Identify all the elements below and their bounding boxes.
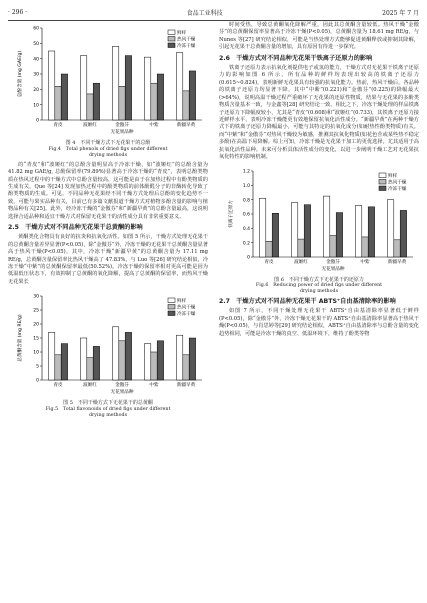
right-paragraph-1: 时间受热，导致总黄酮氧化降解严重，因此其总黄酮含量较低。热风干燥“金傲芬”的总黄酮保留率显著高于冷冻干燥(P<0.05)，总黄酮含量为 18.61 mg RE/g，与 Nunes 等[27] 研究结论相似，可能是当热处理方式能够促进黄酮释放或抑制其降解，引起无花果干总黄酮含量的增加，具有原因有待进一步探究。 <box>219 22 419 51</box>
y-tick-label: 30 <box>33 72 39 78</box>
section-2-7-heading: 2.7 干燥方式对不同品种无花果干 ABTS⁺自由基清除率的影响 <box>219 298 396 306</box>
y-tick-label: 40 <box>33 57 39 63</box>
bar-鲜样 <box>355 205 361 257</box>
legend-swatch <box>168 305 175 310</box>
bar-热风干燥 <box>362 237 368 257</box>
y-tick-label: 5 <box>36 364 39 370</box>
bar-冷冻干燥 <box>272 213 278 257</box>
bar-冷冻干燥 <box>61 74 67 120</box>
bar-鲜样 <box>48 51 54 120</box>
y-tick-label: 20 <box>33 87 39 93</box>
x-category-label: 新疆早黄 <box>176 383 196 389</box>
bar-冷冻干燥 <box>157 74 163 120</box>
legend-swatch <box>379 186 386 191</box>
y-tick-label: 1.2 <box>242 169 250 175</box>
right-paragraph-3: 如图 7 所示，不同干燥处理无花果干 ABTS⁺自由基清除率显著低于鲜样(P<0.05)，除“金傲芬”外，冷冻干燥无花果干的 ABTS⁺自由基清除率显著高于热风干燥(P<0.05)，与肖思婷等[29] 研究结论相似，ABTS⁺自由基清除率与总酚含量的变化趋势相同，可能是冷冻干燥的真空、低温环境下，维持了酚类等物 <box>219 308 419 337</box>
bar-冷冻干燥 <box>304 204 310 256</box>
bar-冷冻干燥 <box>189 71 195 120</box>
fig6-caption-cn: 图 6 不同干燥方式下无花果干的还原力 <box>274 276 364 283</box>
y-tick-label: 0 <box>36 118 39 124</box>
fig4-caption-en: Fig.4 Total phenols of dried figs under different drying methods <box>48 146 168 158</box>
fig5-chart <box>8 290 208 400</box>
y-axis-label: 铁离子还原力 <box>229 199 234 228</box>
bar-冷冻干燥 <box>336 212 342 256</box>
bar-鲜样 <box>176 53 182 120</box>
x-category-label: 青皮 <box>53 123 63 128</box>
bar-鲜样 <box>48 333 54 381</box>
y-tick-label: 0 <box>247 255 250 261</box>
left-column <box>8 22 208 419</box>
bar-热风干燥 <box>151 83 157 120</box>
bar-冷冻干燥 <box>189 338 195 380</box>
legend-label: 热风干燥 <box>177 305 196 311</box>
bar-热风干燥 <box>394 240 400 257</box>
legend-swatch <box>168 311 175 316</box>
x-category-label: 青皮 <box>53 383 63 389</box>
y-tick-label: 0.2 <box>242 240 250 246</box>
x-category-label: 金傲芬 <box>115 383 129 389</box>
bar-冷冻干燥 <box>368 207 374 257</box>
y-tick-label: 25 <box>33 308 39 314</box>
y-tick-label: 30 <box>33 294 39 300</box>
legend-swatch <box>168 37 175 42</box>
x-axis-label: 无花果品种 <box>110 130 134 135</box>
bar-热风干燥 <box>55 355 61 380</box>
bar-鲜样 <box>112 327 118 380</box>
bar-鲜样 <box>323 196 329 257</box>
bar-热风干燥 <box>183 355 189 380</box>
bar-鲜样 <box>144 344 150 380</box>
right-paragraph-2: 铁离子还原力表示抗氧化剂提供电子或氢的能力，干燥方式对无花果干铁离子还原力的影响如图 6 所示。所有品种的鲜样均表现出较高的铁离子还原力(0.615~0.824)，表明新鲜无花果具有较强的抗氧化能力。热前，热风干燥后，各品种的铁离子还原力均显著下降，其中“中紫”(0.221)和“金傲芬”(0.225)的降幅最大(>64%)，说明高温干燥过程严重破坏了无花果的还原性物质，结果与无花果的多酚类物质含量基本一致，与金鑫等[28] 研究结论一致。相比之下，冷冻干燥处理的样品铁离子还原力下降幅度较小，尤其是“青皮”(0.608)和“波姬红”(0.733)，其铁离子还原力接近鲜样水平，表明冷冻干燥能更有效地保留抗氧化活性成分。“新疆早黄”在两种干燥方式下的铁离子还原力降幅最小，可能与其特定的抗氧化成分(如耐热性酚类物质)有关。而“中紫”和“金傲芬”对热风干燥较为敏感，推测其抗氧化物质(如花色苷或某些热不稳定多酚)在高温下易降解。综上可知，冷冻干燥是无花果干加工的更优选择，尤其适用于高抗氧化活性品种。未来可分析具体活性成分的变化，以进一步阐明干燥工艺对无花果抗氧化特性的影响机制。 <box>219 64 419 161</box>
x-category-label: 新疆早黄 <box>176 123 196 128</box>
fig5-caption-en: Fig.5 Total flavonoids of dried figs under different drying methods <box>45 406 171 418</box>
section-2-6-heading: 2.6 干燥方式对不同品种无花果干铁离子还原力的影响 <box>219 54 373 62</box>
bar-冷冻干燥 <box>125 56 131 120</box>
left-paragraph-1: 的“青皮”和“波姬红”的总酚含量明显高于冷冻干燥，如“波姬红”的总酚含量为 41.82 mg GAE/g, 总酚保留率(79.89%)显著高于冷冻干燥的“青皮”，表明总酚类物质在热风过程中的干燥方式中总酚含量较高，这可能是由于在加热过程中有酚类物质的生成有关。Que 等[24] 发现加热过程中的酚类物质的前体酚醛分子的非酶转化导致了酚类物质的生成。可见，不同品种无花果经不同干燥方式处理后总酚的变化趋势不一致，可能与果实品种有关，目前已有多篇文献报道干燥方式对植物多酚含量的影响与植物品种有关[25]。此外，经冷冻干燥的“金傲芬”和“新疆早黄”的总酚含量最高，这说明选择合适品种和适宜干燥方式对保留无花果干的活性成分具有非常重要意义。 <box>8 161 208 220</box>
right-column <box>219 22 419 338</box>
y-tick-label: 50 <box>33 41 39 47</box>
figure-4 <box>8 22 208 159</box>
bar-热风干燥 <box>298 239 304 257</box>
y-tick-label: 10 <box>33 103 39 109</box>
bar-热风干燥 <box>183 91 189 120</box>
x-category-label: 波姬红 <box>294 259 308 265</box>
bar-热风干燥 <box>87 358 93 380</box>
page-number: · 296 · <box>8 8 28 16</box>
bar-鲜样 <box>80 338 86 380</box>
bar-热风干燥 <box>87 94 93 120</box>
bar-冷冻干燥 <box>61 344 67 380</box>
y-tick-label: 0 <box>36 378 39 384</box>
legend-label: 热风干燥 <box>177 37 196 43</box>
bar-热风干燥 <box>119 86 125 120</box>
x-category-label: 波姬红 <box>83 383 97 389</box>
left-paragraph-2: 黄酮类化合物具有良好的抗炎和抗氧化活性。如图 5 所示，干燥方式处理无花果干的总黄酮含量差异显著(P<0.05)，除“金傲芬”外，冷冻干燥的无花果干总黄酮含量显著高于热风干燥(P<0.05)，其中，冷冻干燥“新疆早黄”的总黄酮含量为 17.11 mg RE/g，总黄酮含量保留率比热风干燥高了 47.83%。与 Luo 等[26] 研究结论相似，冷冻干燥“中紫”的总黄酮保留率最低(50.52%)。冷冻干燥的保留率相对更高可能是因为低温低压状态下，有效抑制了总黄酮的氧化降解，提高了总黄酮的保留率，而热风干燥无花果长 <box>8 234 208 285</box>
legend-swatch <box>168 43 175 48</box>
fig4-caption-cn: 图 4 不同干燥方式下无花果干的总酚 <box>65 140 151 146</box>
x-category-label: 青皮 <box>264 259 274 265</box>
legend-label: 冷冻干燥 <box>177 44 196 49</box>
bar-鲜样 <box>387 199 393 256</box>
figure-5 <box>8 290 208 419</box>
legend-label: 鲜样 <box>177 299 187 305</box>
legend-label: 鲜样 <box>177 31 187 36</box>
bar-热风干燥 <box>119 341 125 380</box>
x-axis-label: 无花果品种 <box>110 390 134 396</box>
fig4-chart <box>8 22 208 140</box>
bar-鲜样 <box>144 57 150 120</box>
x-category-label: 中紫 <box>149 383 159 389</box>
x-axis-label: 无花果品种 <box>321 266 345 272</box>
x-category-label: 新疆早黄 <box>387 259 407 265</box>
bar-鲜样 <box>80 56 86 120</box>
y-tick-label: 15 <box>33 336 39 342</box>
legend-swatch <box>379 173 386 178</box>
y-tick-label: 20 <box>33 322 39 328</box>
legend-swatch <box>168 30 175 35</box>
bar-冷冻干燥 <box>400 210 406 257</box>
fig5-caption-cn: 图 5 不同干燥方式下无花果干的总黄酮 <box>63 400 153 407</box>
legend-swatch <box>379 179 386 184</box>
x-category-label: 中紫 <box>149 123 159 128</box>
y-tick-label: 1.0 <box>242 183 250 189</box>
y-tick-label: 0.6 <box>242 212 250 218</box>
legend-label: 冷冻干燥 <box>388 186 407 192</box>
section-2-5-heading: 2.5 干燥方式对不同品种无花果干总黄酮的影响 <box>8 224 143 232</box>
legend-label: 鲜样 <box>388 173 398 179</box>
page-header <box>8 6 419 21</box>
bar-冷冻干燥 <box>125 333 131 381</box>
bar-热风干燥 <box>151 352 157 380</box>
bar-鲜样 <box>259 198 265 257</box>
fig6-caption-en: Fig.6 Reducing power of dried figs under different drying methods <box>255 283 383 295</box>
y-tick-label: 60 <box>33 26 39 32</box>
bar-鲜样 <box>112 46 118 120</box>
journal-name: 食品工业科技 <box>186 9 223 17</box>
y-axis-label: 总黄酮含量 (mg RE/g) <box>18 314 23 363</box>
legend-swatch <box>168 298 175 303</box>
bar-热风干燥 <box>266 241 272 257</box>
bar-冷冻干燥 <box>93 83 99 120</box>
bar-鲜样 <box>176 336 182 381</box>
bar-热风干燥 <box>330 235 336 257</box>
bar-热风干燥 <box>55 86 61 120</box>
bar-鲜样 <box>291 202 297 256</box>
y-axis-label: 总酚含量 (mg GAE/g) <box>18 50 23 98</box>
issue-date: 2025 年 7 月 <box>382 9 419 17</box>
x-category-label: 中紫 <box>360 259 370 265</box>
fig6-chart <box>219 165 419 277</box>
bar-冷冻干燥 <box>157 341 163 380</box>
x-category-label: 金傲芬 <box>115 123 129 128</box>
x-category-label: 金傲芬 <box>326 259 340 265</box>
legend-label: 热风干燥 <box>388 180 407 186</box>
y-tick-label: 10 <box>33 350 39 356</box>
y-tick-label: 0.8 <box>242 197 250 203</box>
legend-label: 冷冻干燥 <box>177 312 196 318</box>
figure-6 <box>219 165 419 296</box>
bar-冷冻干燥 <box>93 347 99 381</box>
y-tick-label: 0.4 <box>242 226 250 232</box>
x-category-label: 波姬红 <box>83 123 97 128</box>
